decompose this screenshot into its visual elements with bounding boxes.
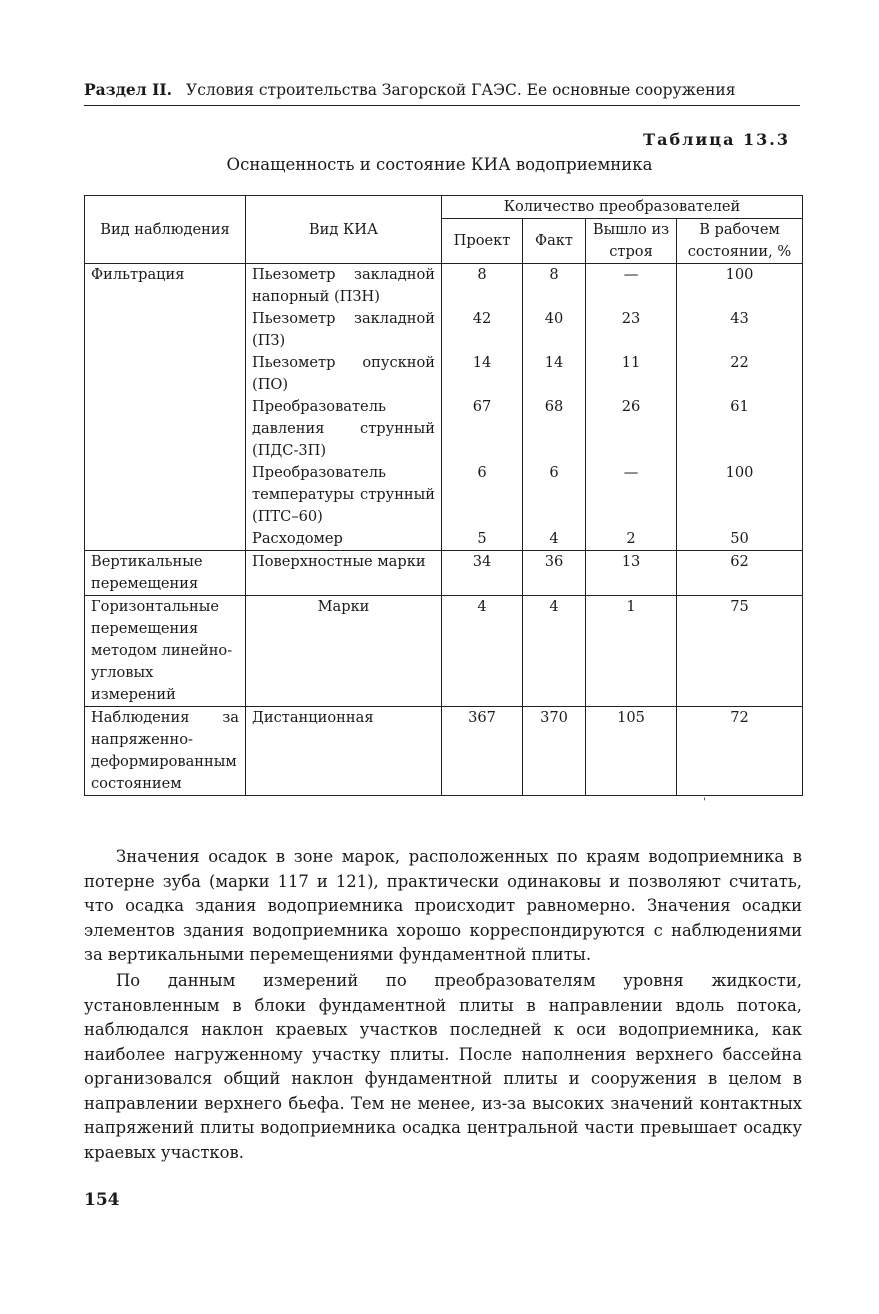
- observation-cell: Наблюдения за напряженно-деформированным состоянием: [85, 707, 246, 796]
- stray-mark: ': [703, 797, 706, 808]
- working-cell: 72: [677, 707, 803, 796]
- header-kia: Вид КИА: [246, 196, 442, 264]
- working-cell: 100: [677, 264, 803, 309]
- project-cell: 6: [442, 462, 523, 528]
- header-count-group: Количество преобразователей: [442, 196, 803, 219]
- working-cell: 75: [677, 596, 803, 707]
- kia-cell: Поверхностные марки: [246, 551, 442, 596]
- working-cell: 22: [677, 352, 803, 396]
- project-cell: 8: [442, 264, 523, 309]
- table-row: [85, 551, 803, 596]
- working-cell: 61: [677, 396, 803, 462]
- paragraph: Значения осадок в зоне марок, расположенных по краям водоприемника в потерне зуба (марки 117 и 121), практически одинаковы и позволяют считать, что осадка здания водоприемника происходит равномерно. Значения осадки элементов здания водоприемника хорошо корреспондируются с наблюдениями за вертикальными перемещениями фундаментной плиты.: [84, 847, 802, 964]
- fact-cell: 370: [523, 707, 586, 796]
- project-cell: 67: [442, 396, 523, 462]
- table-row: [85, 264, 803, 309]
- fact-cell: 4: [523, 596, 586, 707]
- kia-cell: Преобразователь давления струнный (ПДС-3П): [246, 396, 442, 462]
- failed-cell: 13: [586, 551, 677, 596]
- observation-cell: Фильтрация: [85, 264, 246, 551]
- working-cell: 100: [677, 462, 803, 528]
- fact-cell: 14: [523, 352, 586, 396]
- header-observation: Вид наблюдения: [85, 196, 246, 264]
- failed-cell: —: [586, 462, 677, 528]
- observation-cell: Горизонтальные перемещения методом линейно-угловых измерений: [85, 596, 246, 707]
- table-body: [85, 264, 803, 796]
- fact-cell: 4: [523, 528, 586, 551]
- working-cell: 50: [677, 528, 803, 551]
- header-fact: Факт: [523, 219, 586, 264]
- fact-cell: 8: [523, 264, 586, 309]
- kia-cell: Пьезометр закладной напорный (ПЗН): [246, 264, 442, 309]
- kia-cell: Пьезометр закладной (ПЗ): [246, 308, 442, 352]
- project-cell: 5: [442, 528, 523, 551]
- table-row: [85, 707, 803, 796]
- header-working: В рабочем состоянии, %: [677, 219, 803, 264]
- header-title: Условия строительства Загорской ГАЭС. Ее основные сооружения: [186, 81, 736, 99]
- kia-cell: Пьезометр опускной (ПО): [246, 352, 442, 396]
- kia-cell: Преобразователь температуры струнный (ПТС–60): [246, 462, 442, 528]
- running-header: [84, 80, 800, 106]
- failed-cell: 26: [586, 396, 677, 462]
- project-cell: 42: [442, 308, 523, 352]
- failed-cell: 23: [586, 308, 677, 352]
- table-label: Таблица 13.3: [643, 130, 790, 149]
- fact-cell: 68: [523, 396, 586, 462]
- project-cell: 34: [442, 551, 523, 596]
- failed-cell: 1: [586, 596, 677, 707]
- observation-cell: Вертикальные перемещения: [85, 551, 246, 596]
- table-row: [85, 596, 803, 707]
- failed-cell: 105: [586, 707, 677, 796]
- fact-cell: 40: [523, 308, 586, 352]
- section-label: Раздел II.: [84, 80, 173, 99]
- working-cell: 43: [677, 308, 803, 352]
- kia-table: [84, 195, 803, 796]
- kia-cell: Марки: [246, 596, 442, 707]
- fact-cell: 36: [523, 551, 586, 596]
- project-cell: 4: [442, 596, 523, 707]
- project-cell: 14: [442, 352, 523, 396]
- failed-cell: 11: [586, 352, 677, 396]
- header-failed: Вышло из строя: [586, 219, 677, 264]
- page-number: 154: [84, 1190, 120, 1210]
- paragraph: По данным измерений по преобразователям уровня жидкости, установленным в блоки фундаментной плиты в направлении вдоль потока, наблюдался наклон краевых участков последней к оси водоприемника, как наиболее нагруженному участку плиты. После наполнения верхнего бассейна организовался общий наклон фундаментной плиты и сооружения в целом в направлении верхнего бьефа. Тем не менее, из-за высоких значений контактных напряжений плиты водоприемника осадка центральной части превышает осадку краевых участков.: [84, 971, 802, 1162]
- table-title: Оснащенность и состояние КИА водоприемника: [226, 155, 653, 174]
- project-cell: 367: [442, 707, 523, 796]
- failed-cell: —: [586, 264, 677, 309]
- fact-cell: 6: [523, 462, 586, 528]
- kia-cell: Расходомер: [246, 528, 442, 551]
- kia-cell: Дистанционная: [246, 707, 442, 796]
- working-cell: 62: [677, 551, 803, 596]
- header-project: Проект: [442, 219, 523, 264]
- failed-cell: 2: [586, 528, 677, 551]
